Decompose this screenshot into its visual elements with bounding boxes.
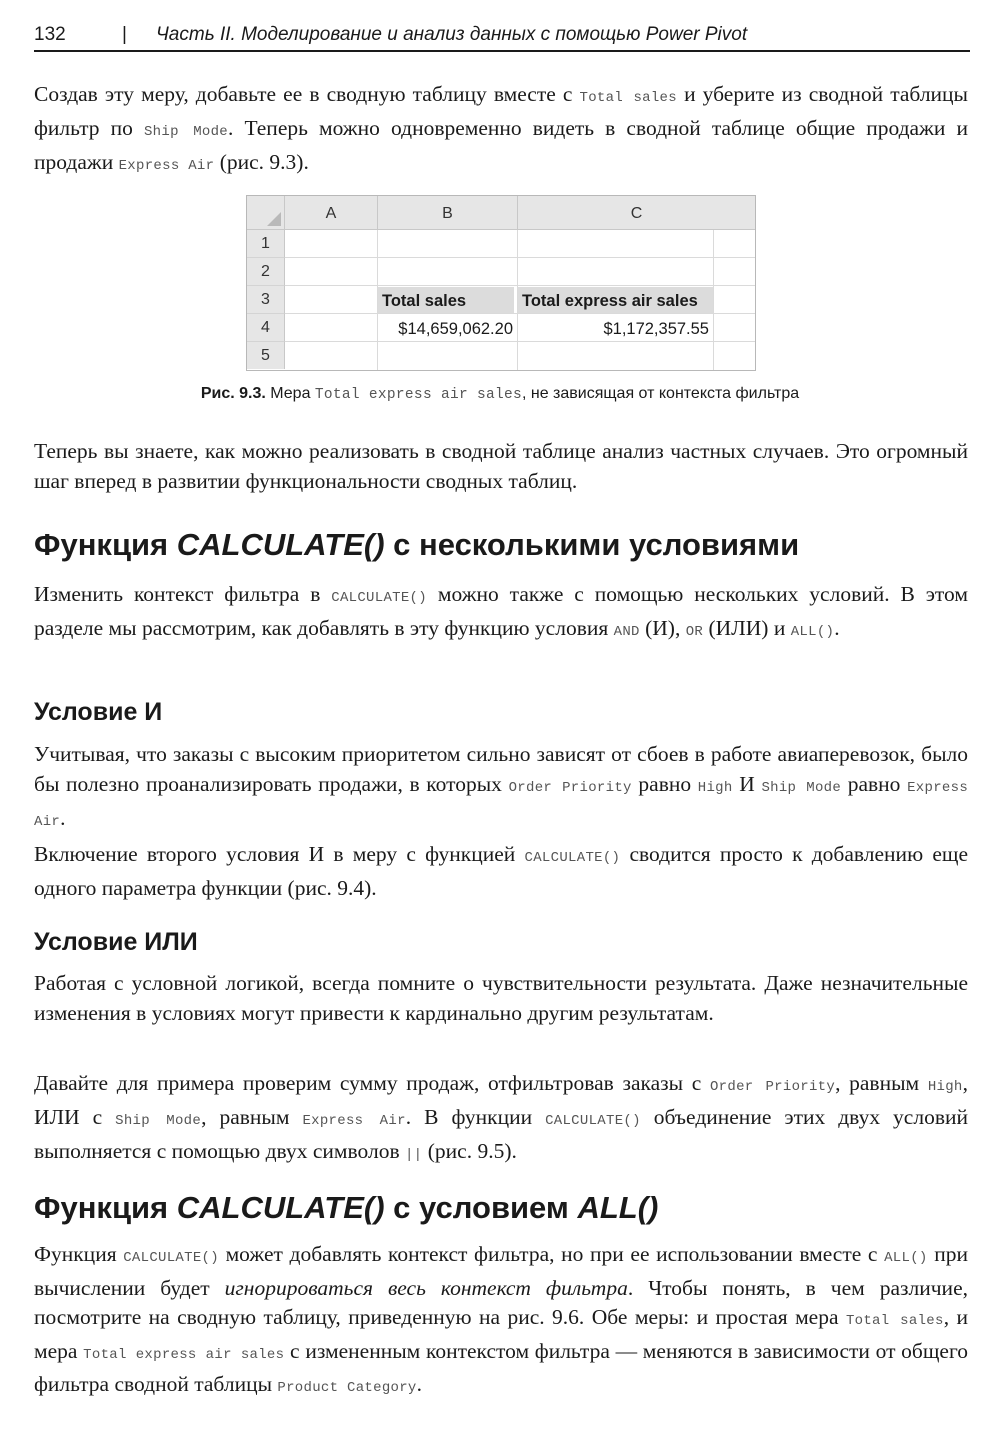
code-run: Ship Mode [115, 1113, 202, 1129]
body-paragraph: Теперь вы знаете, как можно реализовать в сводной таблице анализ частных случаев. Это огромный шаг вперед в развитии функциональности сводных таблиц. [34, 439, 968, 493]
grid-line [285, 313, 755, 314]
heading-run: с условием [384, 1190, 578, 1225]
header-rule [34, 50, 970, 52]
text-run: Включение второго условия И в меру с функцией [34, 842, 525, 866]
row-header-2: 2 [247, 258, 285, 286]
subsection-heading-and: Условие И [34, 698, 163, 726]
text-run: (ИЛИ) и [703, 616, 791, 640]
code-run: CALCULATE() [545, 1113, 641, 1129]
code-run: CALCULATE() [524, 850, 621, 866]
cell-c3: Total express air sales [518, 287, 713, 313]
code-run: AND [613, 624, 640, 640]
grid-line [285, 341, 755, 342]
text-run: . [416, 1372, 423, 1396]
heading-run: ALL() [577, 1190, 659, 1225]
code-run: High [697, 780, 733, 796]
spreadsheet-figure [246, 195, 756, 371]
grid-line [713, 230, 714, 370]
subsection-heading-or: Условие ИЛИ [34, 928, 198, 956]
intro-paragraph [34, 79, 968, 181]
code-run: Order Priority [709, 1079, 836, 1095]
code-run: Express Air [118, 158, 215, 174]
code-run: High [927, 1079, 963, 1095]
text-run: может добавлять контекст фильтра, но при ее использовании вместе с [218, 1242, 885, 1266]
text-run: . Теперь можно одновременно видеть в сводной таблице общие продажи и продажи [34, 116, 969, 174]
caption-label: Рис. 9.3. [200, 385, 266, 402]
section-heading [34, 527, 968, 563]
text-run: Изменить контекст фильтра в [34, 582, 332, 606]
body-paragraph: Работая с условной логикой, всегда помните о чувствительности результата. Даже незначительные изменения в условиях могут привести к кардинально другим результатам. [34, 971, 968, 1025]
heading-run: CALCULATE() [176, 527, 385, 562]
text-run: и уберите из сводной таблицы фильтр по [34, 82, 968, 140]
grid-line [285, 285, 755, 286]
text-run: Создав эту меру, добавьте ее в сводную таблицу вместе с [34, 82, 580, 106]
text-run: Функция [34, 1242, 124, 1266]
row-header-4: 4 [247, 314, 285, 342]
code-run: CALCULATE() [123, 1250, 219, 1266]
text-run: можно также с помощью нескольких условий. В этом разделе мы рассмотрим, как добавлять в эту функцию условия [34, 582, 968, 640]
column-header-a: A [285, 196, 378, 230]
body-paragraph [34, 1068, 968, 1170]
column-header-c: C [518, 196, 755, 230]
section-heading [34, 1190, 968, 1226]
text-run: . [60, 806, 66, 830]
text-run: равно [631, 772, 698, 796]
heading-run: с несколькими условиями [384, 527, 800, 562]
part-title: Часть II. Моделирование и анализ данных с помощью Power Pivot [156, 24, 748, 45]
text-run: . В функции [405, 1105, 546, 1129]
text-run: равно [841, 772, 908, 796]
cell-c4: $1,172,357.55 [603, 320, 709, 338]
text-run: (рис. 9.3). [214, 150, 309, 174]
body-paragraph [34, 1240, 968, 1404]
body-paragraph [34, 579, 968, 647]
heading-run: CALCULATE() [176, 1190, 385, 1225]
text-run: с измененным контекстом фильтра — меняются в зависимости от общего фильтра сводной таблицы [34, 1338, 969, 1396]
grid-line [285, 257, 755, 258]
page-number: 132 [34, 24, 66, 45]
text-run: Мера [265, 385, 315, 402]
text-run: И [732, 772, 762, 796]
column-header-b: B [378, 196, 518, 230]
figure-caption [0, 385, 1000, 403]
text-run: (рис. 9.5). [422, 1139, 517, 1163]
text-run: при вычислении будет [34, 1242, 968, 1300]
text-run: . Чтобы понять, в чем различие, посмотрите на сводную таблицу, приведенную на рис. 9.6. Обе меры: и простая мера [34, 1275, 968, 1329]
code-run: Total sales [845, 1313, 944, 1329]
cell-b4: $14,659,062.20 [398, 320, 513, 338]
text-run: , и мера [34, 1305, 968, 1363]
text-run: , ИЛИ с [34, 1071, 968, 1129]
text-run: . [834, 616, 840, 640]
text-run: , равным [835, 1071, 928, 1095]
body-paragraph [34, 839, 968, 903]
cell-b3: Total sales [378, 287, 514, 313]
body-paragraph [34, 739, 968, 837]
text-run: объединение этих двух условий выполняется с помощью двух символов [34, 1105, 968, 1163]
code-run: Total express air sales [83, 1346, 285, 1363]
text-run: , не зависящая от контекста фильтра [521, 385, 800, 402]
text-run: Учитывая, что заказы с высоким приоритетом сильно зависят от сбоев в работе авиаперевозок, было бы полезно проанализировать продажи, в которых [34, 742, 968, 796]
code-run: ALL() [790, 624, 835, 640]
row-header-3: 3 [247, 286, 285, 314]
code-run: CALCULATE() [331, 590, 427, 606]
code-run: Ship Mode [761, 780, 842, 796]
code-run: || [404, 1147, 423, 1163]
select-all-corner [247, 196, 285, 230]
heading-run: Функция [34, 1190, 177, 1225]
code-run: Ship Mode [143, 124, 228, 140]
code-run: ALL() [884, 1250, 928, 1266]
code-run: Total express air sales [314, 387, 522, 403]
emphasis-run: игнорироваться весь контекст фильтра [224, 1275, 628, 1300]
code-run: Express Air [302, 1113, 406, 1129]
heading-run: Функция [34, 527, 177, 562]
code-run: Order Priority [508, 780, 632, 796]
row-header-1: 1 [247, 230, 285, 258]
code-run: OR [685, 624, 704, 640]
header-separator: | [122, 24, 127, 45]
text-run: , равным [201, 1105, 303, 1129]
code-run: Total sales [579, 90, 677, 106]
running-head [34, 22, 970, 52]
text-run: сводится просто к добавлению еще одного параметра функции (рис. 9.4). [34, 842, 968, 900]
text-run: Давайте для примера проверим сумму продаж, отфильтровав заказы с [34, 1071, 710, 1095]
code-run: Product Category [277, 1380, 417, 1396]
text-run: (И), [639, 616, 686, 640]
row-header-5: 5 [247, 342, 285, 369]
code-run: Express Air [34, 780, 969, 830]
